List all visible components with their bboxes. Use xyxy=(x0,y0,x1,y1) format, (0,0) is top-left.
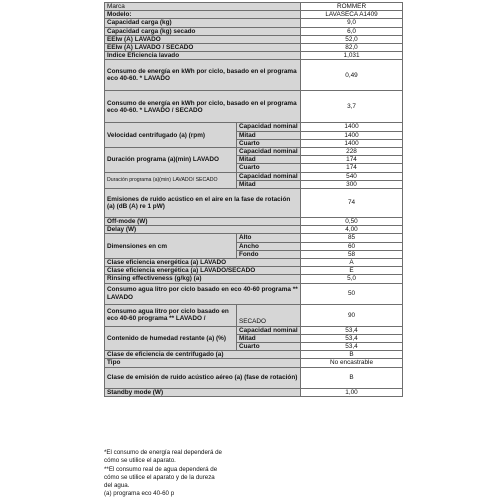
row-value: 174 xyxy=(301,156,403,164)
row-label: Velocidad centrifugado (a) (rpm) xyxy=(105,123,237,148)
row-label: Duración programa (a)(min) LAVADO xyxy=(105,148,237,173)
table-row xyxy=(105,52,403,60)
row-label: Off-mode (W) xyxy=(105,218,301,226)
sub-label: Mitad xyxy=(237,334,301,342)
row-value: 5,0 xyxy=(301,275,403,283)
row-value: A xyxy=(301,259,403,267)
table-row xyxy=(105,234,403,242)
row-value: 85 xyxy=(301,234,403,242)
table-row xyxy=(105,351,403,359)
row-label: Consumo de energía en kWh por ciclo, basado en el programa eco 40-60. * LAVADO xyxy=(105,60,301,91)
table-row xyxy=(105,123,403,131)
sub-label: Fondo xyxy=(237,250,301,258)
row-label-extra: SECADO xyxy=(237,304,301,326)
row-value: 60 xyxy=(301,242,403,250)
spec-table xyxy=(104,2,403,397)
row-value: 58 xyxy=(301,250,403,258)
row-label: Consumo agua litro por ciclo basado en eco 40-60 programa ** LAVADO xyxy=(105,283,301,304)
row-value: 1400 xyxy=(301,131,403,139)
sub-label: Cuarto xyxy=(237,164,301,172)
sub-label: Alto xyxy=(237,234,301,242)
row-label: Capacidad carga (kg) xyxy=(105,19,301,27)
table-row xyxy=(105,388,403,396)
sub-label: Mitad xyxy=(237,180,301,188)
table-row xyxy=(105,283,403,304)
footnote-line: cómo se utilice el aparato y de la dureza xyxy=(104,473,215,481)
row-value: 1400 xyxy=(301,139,403,147)
footnote-line: cómo se utilice el aparato. xyxy=(104,457,176,465)
table-row xyxy=(105,218,403,226)
row-label: Delay (W) xyxy=(105,226,301,234)
row-value: 3,7 xyxy=(301,91,403,123)
row-label: Tipo xyxy=(105,359,301,367)
table-row xyxy=(105,275,403,283)
row-label: Consumo de energía en kWh por ciclo, basado en el programa eco 40-60. * LAVADO / SECADO xyxy=(105,91,301,123)
row-value: E xyxy=(301,267,403,275)
table-row xyxy=(105,267,403,275)
table-row xyxy=(105,3,403,11)
row-label: Clase eficiencia energética (a) LAVADO/SECADO xyxy=(105,267,301,275)
row-value: 82,0 xyxy=(301,44,403,52)
row-value: 6,0 xyxy=(301,27,403,35)
row-label: Clase de emisión de ruido acústico aéreo (a) (fase de rotación) xyxy=(105,367,301,388)
footnote-line: **El consumo real de agua dependerá de xyxy=(104,465,218,473)
table-row xyxy=(105,35,403,43)
row-value: 228 xyxy=(301,148,403,156)
table-row xyxy=(105,259,403,267)
row-value: 540 xyxy=(301,172,403,180)
row-value: 0,50 xyxy=(301,218,403,226)
row-value: 1,00 xyxy=(301,388,403,396)
footnote-line: (a) programa eco 40-60 p xyxy=(104,490,175,498)
sub-label: Mitad xyxy=(237,156,301,164)
row-label: Rinsing effectiveness (g/kg) (a) xyxy=(105,275,301,283)
sub-label: Capacidad nominal xyxy=(237,148,301,156)
sub-label: Ancho xyxy=(237,242,301,250)
row-value: LAVASECA A1409 xyxy=(301,11,403,19)
table-row xyxy=(105,226,403,234)
row-label: Marca xyxy=(105,3,301,11)
table-row xyxy=(105,189,403,218)
row-label: Clase eficiencia energética (a) LAVADO xyxy=(105,259,301,267)
row-value: B xyxy=(301,367,403,388)
footnote-line: *El consumo de energía real dependerá de xyxy=(104,449,222,456)
table-row xyxy=(105,27,403,35)
table-row xyxy=(105,19,403,27)
sub-label: Cuarto xyxy=(237,139,301,147)
row-value: B xyxy=(301,351,403,359)
table-row xyxy=(105,172,403,180)
table-row xyxy=(105,44,403,52)
row-value: 1,031 xyxy=(301,52,403,60)
row-value: 52,0 xyxy=(301,35,403,43)
row-value: No encastrable xyxy=(301,359,403,367)
row-value: 9,0 xyxy=(301,19,403,27)
sub-label: Cuarto xyxy=(237,343,301,351)
table-row xyxy=(105,359,403,367)
row-label: Clase de eficiencia de centrifugado (a) xyxy=(105,351,301,359)
row-label: Capacidad carga (kg) secado xyxy=(105,27,301,35)
row-label: Indice Eficiencia lavado xyxy=(105,52,301,60)
row-value: 50 xyxy=(301,283,403,304)
row-value: 4,00 xyxy=(301,226,403,234)
row-value: 74 xyxy=(301,189,403,218)
table-row xyxy=(105,11,403,19)
table-row xyxy=(105,304,403,326)
row-label: Dimensiones en cm xyxy=(105,234,237,259)
table-row xyxy=(105,91,403,123)
row-value: 0,49 xyxy=(301,60,403,91)
table-row xyxy=(105,148,403,156)
row-label: Emisiones de ruido acústico en el aire en la fase de rotación (a) (dB (A) re 1 pW) xyxy=(105,189,301,218)
row-value: 53,4 xyxy=(301,326,403,334)
row-value: 53,4 xyxy=(301,334,403,342)
sub-label: Capacidad nominal xyxy=(237,172,301,180)
row-value: ROMMER xyxy=(301,3,403,11)
row-value: 53,4 xyxy=(301,343,403,351)
row-label: EEIw (A) LAVADO / SECADO xyxy=(105,44,301,52)
row-value: 1400 xyxy=(301,123,403,131)
table-row xyxy=(105,326,403,334)
row-label: Modelo: xyxy=(105,11,301,19)
sub-label: Capacidad nominal xyxy=(237,123,301,131)
table-row xyxy=(105,367,403,388)
table-row xyxy=(105,60,403,91)
row-label: Contenido de humedad restante (a) (%) xyxy=(105,326,237,351)
row-value: 174 xyxy=(301,164,403,172)
row-label: Standby mode (W) xyxy=(105,388,301,396)
sub-label: Capacidad nominal xyxy=(237,326,301,334)
footnote-line: del agua. xyxy=(104,482,130,490)
row-label: EEIw (A) LAVADO xyxy=(105,35,301,43)
row-value: 300 xyxy=(301,180,403,188)
row-value: 90 xyxy=(301,304,403,326)
footnotes xyxy=(104,449,254,499)
row-label: Duración programa (a)(min) LAVADO/ SECADO xyxy=(105,172,237,188)
row-label: Consumo agua litro por ciclo basado en eco 40-60 programa ** LAVADO / xyxy=(105,304,237,326)
sub-label: Mitad xyxy=(237,131,301,139)
